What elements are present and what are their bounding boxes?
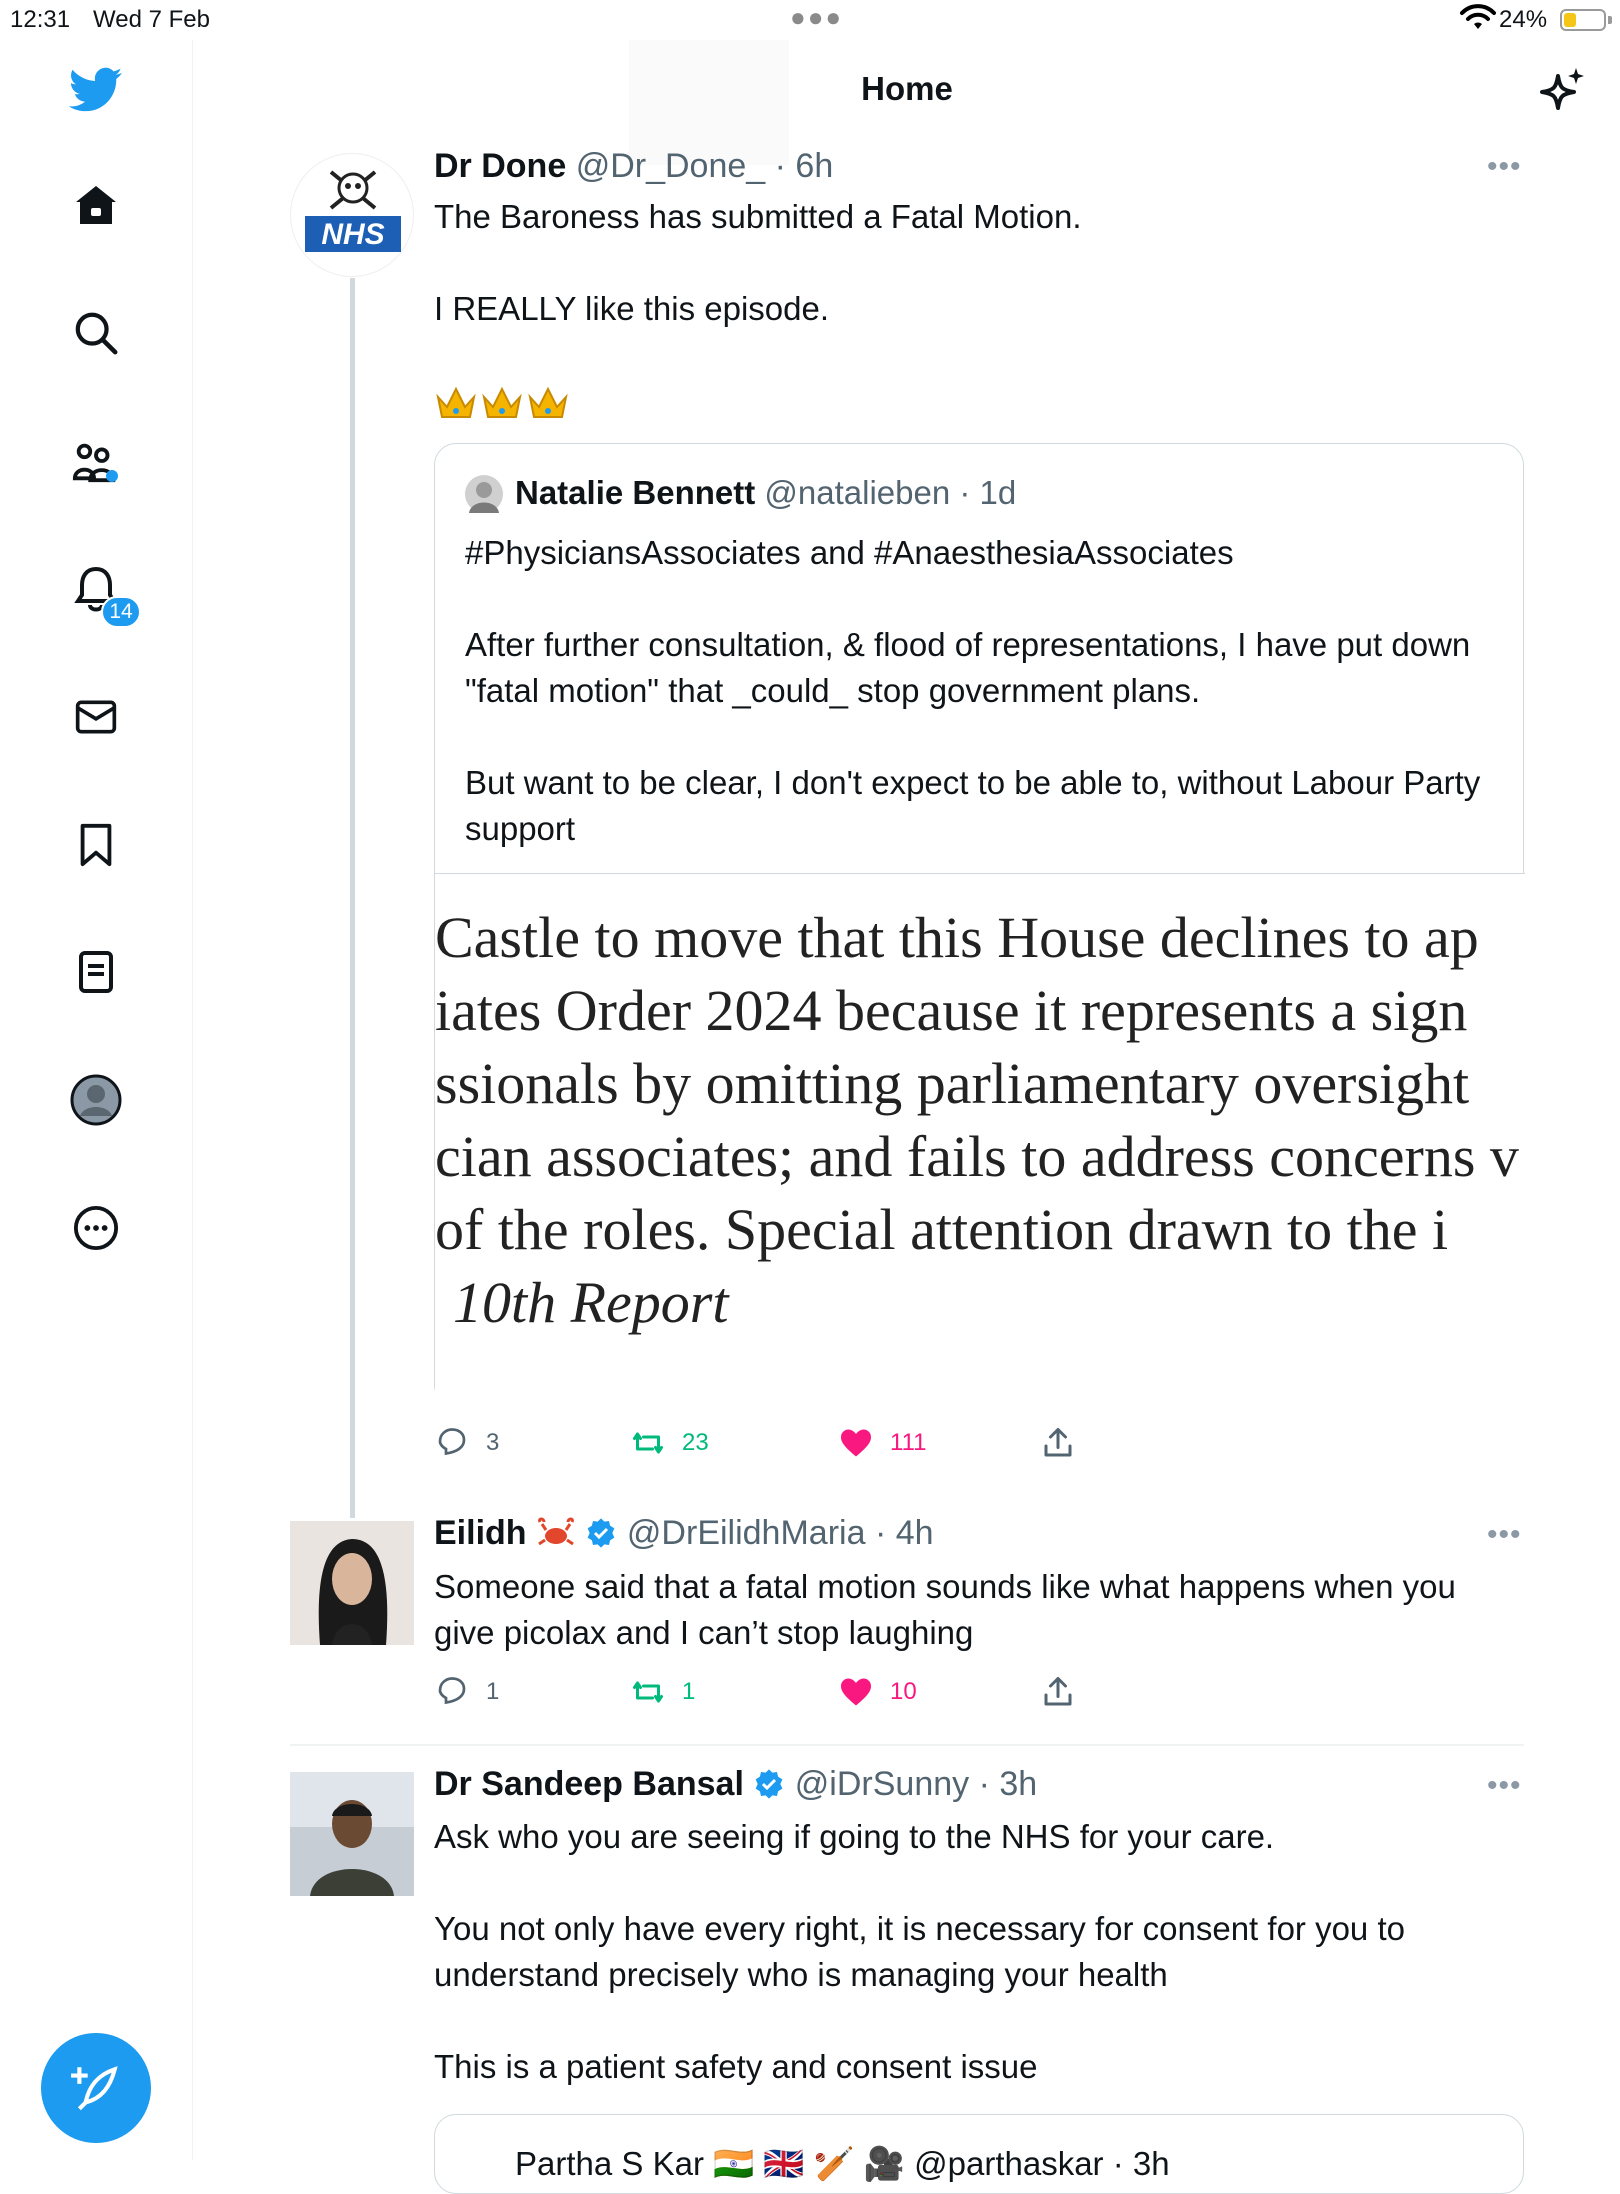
tweet-more-icon[interactable]: ••• (1487, 150, 1522, 183)
tweet-actions (434, 1425, 1154, 1465)
heart-filled-icon (838, 1674, 874, 1710)
lists-icon[interactable] (61, 937, 131, 1007)
verified-badge-icon (753, 1768, 785, 1800)
retweet-count: 1 (682, 1678, 696, 1705)
messages-icon[interactable] (61, 682, 131, 752)
tweet-more-icon[interactable]: ••• (1487, 1518, 1522, 1551)
sparkle-icon[interactable] (1534, 64, 1590, 120)
retweet-icon (630, 1674, 666, 1710)
sidebar (0, 40, 193, 2160)
quoted-text: #PhysiciansAssociates and #AnaesthesiaAssociates After further consultation, & flood of representations, I have put down "fatal motion" that _could_ stop government plans. But want to be clear, I don't expect to be able to, without Labour Party support (465, 534, 1481, 847)
author-handle[interactable]: @Dr_Done_ (575, 147, 766, 185)
author-name[interactable]: Dr Done (434, 147, 567, 185)
document-line: ssionals by omitting parliamentary oversight (435, 1051, 1470, 1116)
home-header (194, 40, 1620, 140)
like-button[interactable] (838, 1425, 926, 1461)
wifi-icon (1460, 4, 1496, 32)
page-title: Home (861, 70, 953, 107)
author-name[interactable]: Eilidh (434, 1514, 527, 1552)
document-line: cian associates; and fails to address concerns v (435, 1124, 1519, 1189)
profile-avatar-icon[interactable] (61, 1065, 131, 1135)
crown-emoji-icon (435, 385, 477, 421)
search-icon[interactable] (61, 298, 131, 368)
tweet-text: Someone said that a fatal motion sounds like what happens when you give picolax and I can’t stop laughing (434, 1568, 1456, 1651)
share-button[interactable] (1040, 1674, 1076, 1710)
crab-emoji-icon (536, 1516, 576, 1548)
person-photo-icon (290, 1772, 414, 1896)
quoted-header (515, 474, 1016, 512)
crown-emoji-icon (527, 385, 569, 421)
reply-button[interactable] (434, 1425, 499, 1461)
skull-crossbones-icon (291, 154, 415, 278)
retweet-button[interactable] (630, 1425, 709, 1461)
document-line: iates Order 2024 because it represents a sign (435, 978, 1468, 1043)
notifications-badge: 14 (101, 596, 141, 628)
author-handle[interactable]: @iDrSunny (794, 1765, 970, 1803)
avatar[interactable] (290, 1772, 414, 1896)
avatar-nhs-label: NHS (321, 218, 385, 251)
quoted-header-partial: Partha S Kar 🇮🇳 🇬🇧 🏏 🎥 @parthaskar · 3h (515, 2145, 1170, 2182)
tweet-divider (290, 1744, 1524, 1746)
reply-count: 1 (486, 1678, 500, 1705)
compose-tweet-button[interactable] (41, 2033, 151, 2143)
tweet-time[interactable]: · 3h (978, 1765, 1038, 1803)
battery-icon (1560, 9, 1606, 31)
status-bar (0, 0, 1620, 40)
feather-plus-icon (69, 2061, 123, 2115)
tweet-more-icon[interactable]: ••• (1487, 1769, 1522, 1802)
avatar[interactable] (290, 1521, 414, 1645)
tweet-header (434, 147, 833, 186)
verified-badge-icon (585, 1517, 617, 1549)
crown-emojis (435, 385, 569, 421)
tweet-text: The Baroness has submitted a Fatal Motion. I REALLY like this episode. (434, 198, 1082, 327)
retweet-button[interactable] (630, 1674, 695, 1710)
avatar[interactable] (290, 153, 414, 277)
document-line: 10th Report (453, 1270, 729, 1335)
document-line: Castle to move that this House declines to ap (435, 905, 1479, 970)
author-name[interactable]: Dr Sandeep Bansal (434, 1765, 744, 1803)
reply-button[interactable] (434, 1674, 499, 1710)
quoted-time: · 1d (959, 474, 1017, 511)
reply-icon (434, 1425, 470, 1461)
crown-emoji-icon (481, 385, 523, 421)
battery-percent: 24% (1499, 6, 1548, 33)
battery-tip (1608, 16, 1612, 24)
more-options-icon[interactable] (61, 1193, 131, 1263)
tweet-actions (434, 1674, 1154, 1714)
person-photo-icon (290, 1521, 414, 1645)
quoted-avatar (465, 475, 503, 513)
document-line: of the roles. Special attention drawn to the i (435, 1197, 1449, 1262)
reply-icon (434, 1674, 470, 1710)
communities-icon[interactable] (61, 426, 131, 496)
share-icon (1040, 1674, 1076, 1710)
bookmarks-icon[interactable] (61, 810, 131, 880)
status-time: 12:31 (10, 6, 71, 33)
status-date: Wed 7 Feb (93, 6, 210, 33)
quoted-author-handle: @natalieben (764, 474, 951, 511)
quoted-author-name: Natalie Bennett (515, 474, 756, 511)
reply-count: 3 (486, 1429, 500, 1456)
heart-filled-icon (838, 1425, 874, 1461)
twitter-logo-icon[interactable] (61, 55, 131, 125)
thread-connector (350, 278, 355, 1518)
multitasking-dots-icon[interactable]: ●●● (790, 2, 844, 32)
tweet-header (434, 1765, 1037, 1804)
quoted-document-image[interactable] (435, 873, 1525, 1408)
tweet-text: Ask who you are seeing if going to the NHS for your care. You not only have every right, it is necessary for consent for you to understand precisely who is managing your health This is a patient safety and consent issue (434, 1818, 1405, 2085)
tweet-time[interactable]: · 6h (774, 147, 834, 185)
share-icon (1040, 1425, 1076, 1461)
home-icon[interactable] (61, 171, 131, 241)
author-handle[interactable]: @DrEilidhMaria (626, 1514, 866, 1552)
share-button[interactable] (1040, 1425, 1076, 1461)
tweet-header (434, 1514, 934, 1553)
retweet-icon (630, 1425, 666, 1461)
quoted-tweet[interactable] (434, 443, 1524, 1407)
like-count: 111 (890, 1429, 927, 1456)
retweet-count: 23 (682, 1429, 709, 1456)
tweet-time[interactable]: · 4h (874, 1514, 934, 1552)
communities-dot (106, 470, 118, 482)
like-button[interactable] (838, 1674, 917, 1710)
like-count: 10 (890, 1678, 917, 1705)
quoted-tweet-partial[interactable] (434, 2114, 1524, 2194)
